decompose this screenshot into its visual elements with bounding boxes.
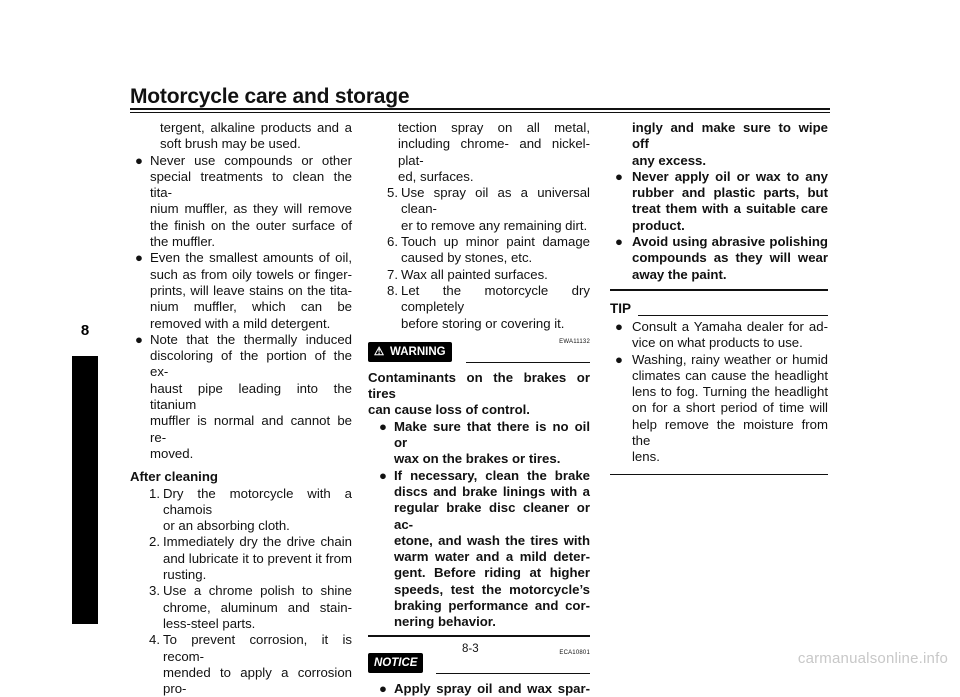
notice-rule bbox=[436, 673, 590, 674]
bullet-icon: ● bbox=[615, 318, 623, 334]
bullet-icon: ● bbox=[615, 234, 623, 250]
paragraph: tergent, alkaline products and a soft brush may be used. bbox=[160, 120, 352, 152]
notice-badge: NOTICE bbox=[368, 653, 423, 673]
bullet-icon: ● bbox=[135, 152, 143, 168]
list-item: ● Note that the thermally induced discoloring of the portion of the ex- haust pipe leading into the titanium muffler is normal and cannot be re- moved. bbox=[130, 332, 352, 462]
step-item: 4. To prevent corrosion, it is recom- mended to apply a corrosion pro- bbox=[149, 632, 352, 697]
list-item: ● Even the smallest amounts of oil, such as from oily towels or finger- prints, will leave stains on the tita- nium muffler, which can be removed with a mild detergent. bbox=[130, 250, 352, 331]
notice-code: ECA10801 bbox=[559, 649, 590, 656]
step-item: 8. Let the motorcycle dry completely before storing or covering it. bbox=[387, 282, 590, 331]
warning-end-rule bbox=[368, 635, 590, 637]
step-item: 5. Use spray oil as a universal clean- er to remove any remaining dirt. bbox=[387, 185, 590, 233]
tip-label: TIP bbox=[610, 300, 632, 316]
column-3 bbox=[610, 120, 828, 480]
section-heading: After cleaning bbox=[130, 469, 218, 485]
tip-rule bbox=[638, 315, 828, 316]
column-1 bbox=[130, 120, 352, 697]
bullet-icon: ● bbox=[135, 331, 143, 347]
chapter-number: 8 bbox=[80, 322, 90, 339]
page-title: Motorcycle care and storage bbox=[130, 85, 410, 108]
bullet-icon: ● bbox=[615, 168, 623, 184]
step-item: 3. Use a chrome polish to shine chrome, aluminum and stain- less-steel parts. bbox=[149, 583, 352, 631]
warning-triangle-icon: ⚠ bbox=[373, 345, 385, 358]
notice-continuation: ingly and make sure to wipe off any excess. bbox=[632, 120, 828, 168]
step-item: 6. Touch up minor paint damage caused by stones, etc. bbox=[387, 234, 590, 266]
bullet-icon: ● bbox=[379, 467, 387, 483]
list-item: ● Never apply oil or wax to any rubber and plastic parts, but treat them with a suitable care product. bbox=[610, 169, 828, 234]
paragraph: tection spray on all metal, including chrome- and nickel-plat- ed, surfaces. bbox=[398, 120, 590, 184]
bullet-icon: ● bbox=[135, 250, 143, 266]
list-item: ● Make sure that there is no oil or wax on the brakes or tires. bbox=[368, 419, 590, 468]
step-item: 2. Immediately dry the drive chain and lubricate it to prevent it from rusting. bbox=[149, 534, 352, 583]
list-item: ● Never use compounds or other special treatments to clean the tita- nium muffler, as they will remove the finish on the outer surface of the muffler. bbox=[130, 153, 352, 251]
header-rule-thin bbox=[130, 112, 830, 113]
warning-rule bbox=[466, 362, 590, 363]
column-2 bbox=[368, 120, 590, 697]
tip-end-rule bbox=[610, 474, 828, 475]
header-rule bbox=[130, 108, 830, 110]
notice-body bbox=[368, 675, 590, 697]
list-item: ● If necessary, clean the brake discs and brake linings with a regular brake disc cleaner or ac- etone, and wash the tires with warm water and a mild deter- gent. Before riding at higher speeds, test the motorcycle’s braking performance and cor- nering behavior. bbox=[368, 468, 590, 631]
bullet-icon: ● bbox=[379, 418, 387, 434]
warning-body: Contaminants on the brakes or tires can cause loss of control. ● Make sure that there is no oil or wax on the brakes or tires. ● If necessary, clean the brake discs and brake linings with a regular brake disc cleaner or ac- etone, and wash the tires with warm water and a mild deter- gent. Before riding at higher speeds, test the motorcycle’s braking performance and cor- nering behavior. bbox=[368, 369, 590, 630]
step-item: 7. Wax all painted surfaces. bbox=[387, 266, 548, 282]
warning-header bbox=[368, 338, 590, 364]
list-item: ● Apply spray oil and wax spar- bbox=[368, 681, 590, 697]
warning-code: EWA11132 bbox=[559, 338, 590, 345]
bullet-icon: ● bbox=[379, 680, 387, 696]
tip-header bbox=[610, 299, 828, 319]
chapter-tab bbox=[72, 356, 98, 624]
watermark: carmanualsonline.info bbox=[797, 650, 948, 667]
list-item: ● Avoid using abrasive polishing compounds as they will wear away the paint. bbox=[610, 234, 828, 283]
list-item: ● Consult a Yamaha dealer for ad- vice on what products to use. bbox=[610, 319, 828, 352]
warning-badge: ⚠ WARNING bbox=[368, 342, 452, 362]
page-number: 8-3 bbox=[462, 643, 479, 655]
bullet-icon: ● bbox=[615, 351, 623, 367]
list-item: ● Washing, rainy weather or humid climates can cause the headlight lens to fog. Turning the headlight on for a short period of time will help remove the moisture from the lens. bbox=[610, 352, 828, 466]
notice-end-rule bbox=[610, 289, 828, 291]
step-item: 1. Dry the motorcycle with a chamois or an absorbing cloth. bbox=[149, 485, 352, 534]
